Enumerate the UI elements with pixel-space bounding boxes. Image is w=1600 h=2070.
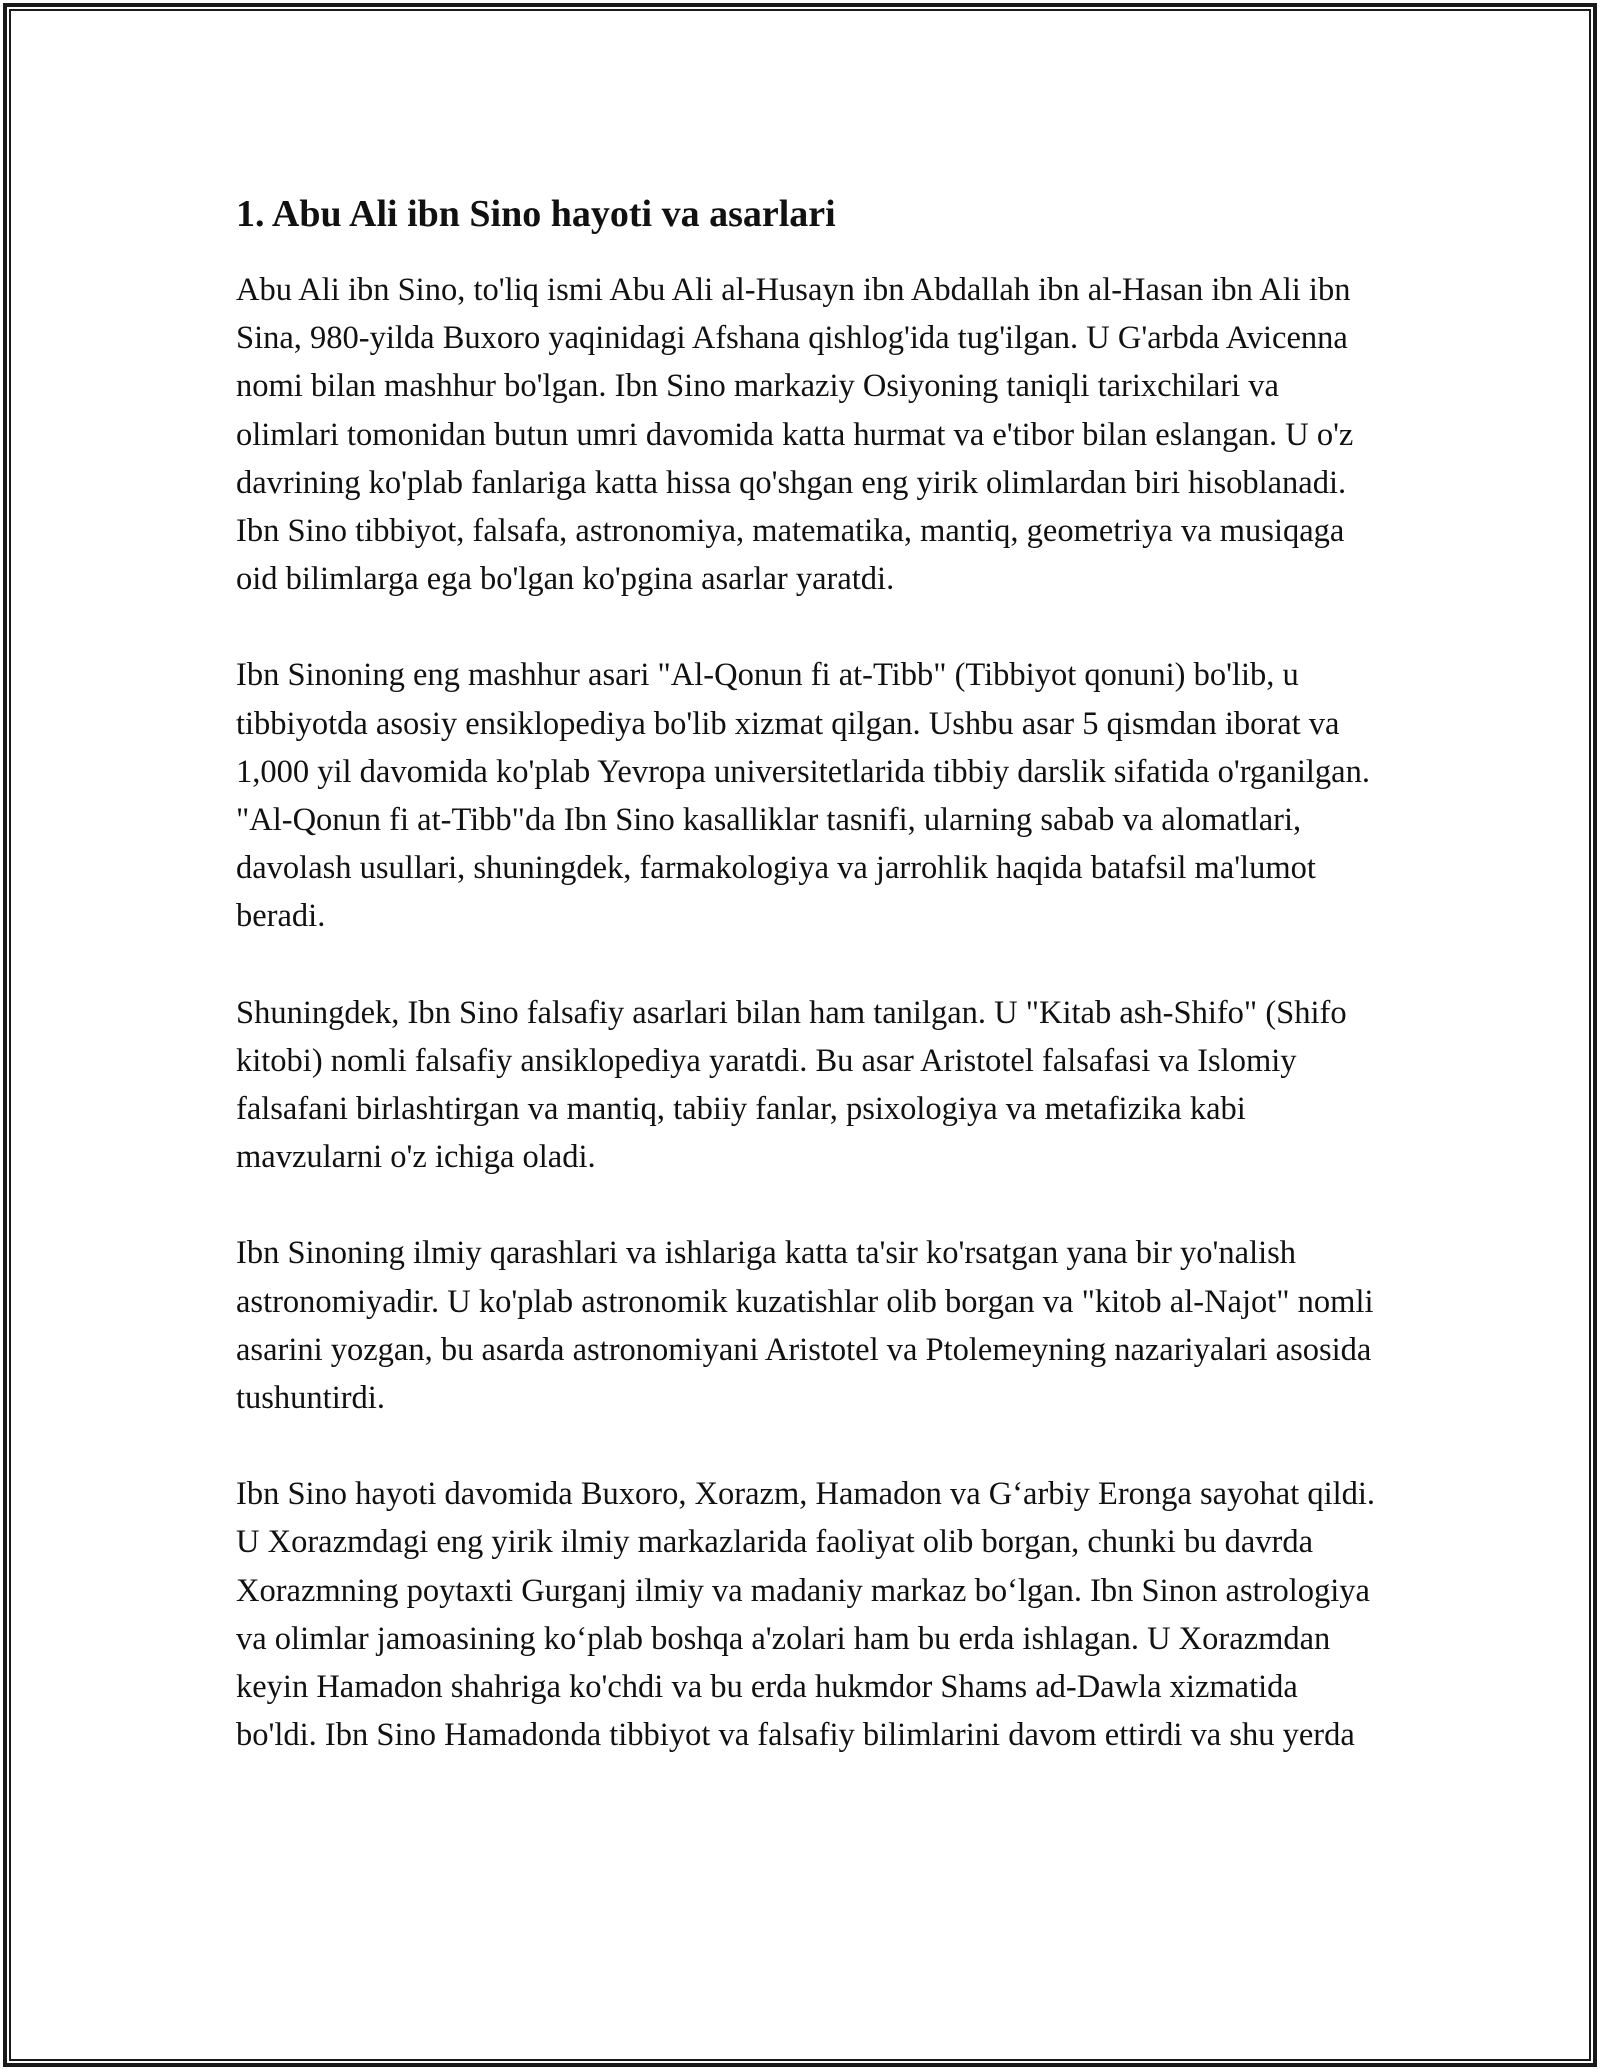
section-heading: 1. Abu Ali ibn Sino hayoti va asarlari xyxy=(236,193,836,235)
paragraph-biography: Abu Ali ibn Sino, to'liq ismi Abu Ali al-Husayn ibn Abdallah ibn al-Hasan ibn Ali ibn Sina, 980-yilda Buxoro yaqinidagi Afshana qishlog'ida tug'ilgan. U G'arbda Avicenna nomi bilan mashhur bo'lgan. Ibn Sino markaziy Osiyoning taniqli tarixchilari va olimlari tomonidan butun umri davomida katta hurmat va e'tibor bilan eslangan. U o'z davrining ko'plab fanlariga katta hissa qo'shgan eng yirik olimlardan biri hisoblanadi. Ibn Sino tibbiyot, falsafa, astronomiya, matematika, mantiq, geometriya va musiqaga oid bilimlarga ega bo'lgan ko'pgina asarlar yaratdi. xyxy=(236,272,1354,598)
paragraph-travels: Ibn Sino hayoti davomida Buxoro, Xorazm, Hamadon va G‘arbiy Eronga sayohat qildi. U Xorazmdagi eng yirik ilmiy markazlarida faoliyat olib borgan, chunki bu davrda Xorazmning poytaxti Gurganj ilmiy va madaniy markaz bo‘lgan. Ibn Sinon astrologiya va olimlar jamoasining ko‘plab boshqa a'zolari ham bu erda ishlagan. U Xorazmdan keyin Hamadon shahriga ko'chdi va bu erda hukmdor Shams ad-Dawla xizmatida bo'ldi. Ibn Sino Hamadonda tibbiyot va falsafiy bilimlarini davom ettirdi va shu yerda xyxy=(236,1476,1376,1754)
paragraph-book-of-healing: Shuningdek, Ibn Sino falsafiy asarlari bilan ham tanilgan. U "Kitab ash-Shifo" (Shifo kitobi) nomli falsafiy ansiklopediya yaratdi. Bu asar Aristotel falsafasi va Islomiy falsafani birlashtirgan va mantiq, tabiiy fanlar, psixologiya va metafizika kabi mavzularni o'z ichiga oladi. xyxy=(236,994,1347,1176)
document-body xyxy=(236,186,1376,1759)
paragraph-astronomy: Ibn Sinoning ilmiy qarashlari va ishlariga katta ta'sir ko'rsatgan yana bir yo'nalish astronomiyadir. U ko'plab astronomik kuzatishlar olib borgan va "kitob al-Najot" nomli asarini yozgan, bu asarda astronomiyani Aristotel va Ptolemeyning nazariyalari asosida tushuntirdi. xyxy=(236,1235,1374,1417)
paragraph-canon-of-medicine: Ibn Sinoning eng mashhur asari "Al-Qonun fi at-Tibb" (Tibbiyot qonuni) bo'lib, u tibbiyotda asosiy ensiklopediya bo'lib xizmat qilgan. Ushbu asar 5 qismdan iborat va 1,000 yil davomida ko'plab Yevropa universitetlarida tibbiy darslik sifatida o'rganilgan. "Al-Qonun fi at-Tibb"da Ibn Sino kasalliklar tasnifi, ularning sabab va alomatlari, davolash usullari, shuningdek, farmakologiya va jarrohlik haqida batafsil ma'lumot beradi. xyxy=(236,657,1370,935)
